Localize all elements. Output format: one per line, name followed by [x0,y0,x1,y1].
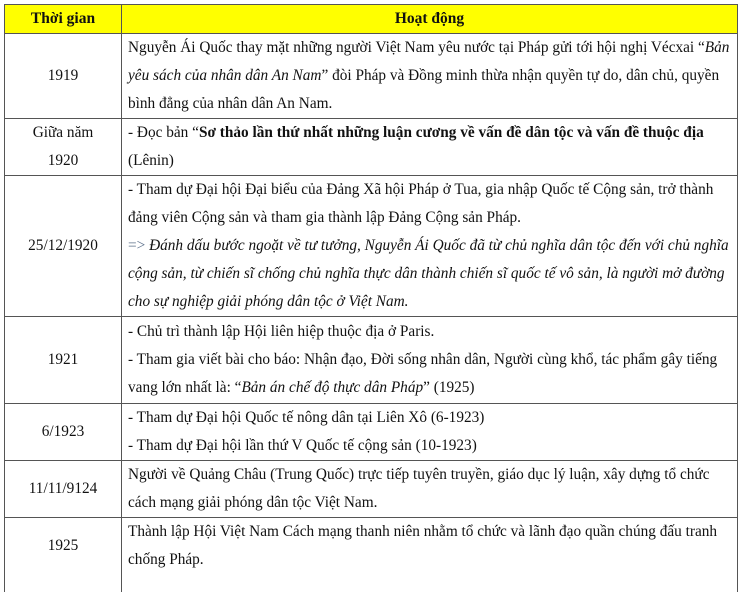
activity-cell [122,317,738,404]
arrow-icon: => [128,237,145,254]
table-row [5,404,738,461]
activity-text: - Tham dự Đại hội Quốc tế nông dân tại Liên Xô (6-1923) [128,404,731,432]
time-cell: 1921 [5,317,122,404]
header-activity: Hoạt động [122,5,738,34]
activity-text: ” đòi Pháp và Đồng minh thừa nhận quyền tự do, dân chủ, quyền bình đẳng của nhân dân An Nam. [128,67,719,112]
activity-cell [122,176,738,317]
time-line: Giữa năm [11,119,115,147]
table-row [5,518,738,592]
activity-text: - Chủ trì thành lập Hội liên hiệp thuộc địa ở Paris. [128,318,731,346]
activity-cell: Thành lập Hội Việt Nam Cách mạng thanh niên nhằm tổ chức và lãnh đạo quần chúng đấu tranh chống Pháp. [122,518,738,592]
timeline-table [4,4,738,592]
activity-text: - Tham dự Đại hội Đại biểu của Đảng Xã hội Pháp ở Tua, gia nhập Quốc tế Cộng sản, trở thành đảng viên Cộng sản và tham gia thành lập Đảng Cộng sản Pháp. [128,176,731,232]
conclusion-text [128,232,731,316]
activity-text: - Tham dự Đại hội lần thứ V Quốc tế cộng sản (10-1923) [128,432,731,460]
table-row [5,317,738,404]
table-row [5,119,738,176]
document-title-italic: Bản yêu sách của nhân dân An Nam [128,39,729,84]
activity-text [128,346,731,402]
activity-cell [122,404,738,461]
conclusion-italic: Đánh dấu bước ngoặt về tư tưởng, Nguyễn Ái Quốc đã từ chủ nghĩa dân tộc đến với chủ nghĩa cộng sản, từ chiến sĩ chống chủ nghĩa thực dân thành chiến sĩ quốc tế vô sản, là người mở đường cho sự nghiệp giải phóng dân tộc ở Việt Nam. [128,237,729,310]
time-cell: 25/12/1920 [5,176,122,317]
time-cell: 1919 [5,34,122,119]
activity-text: (Lênin) [128,152,174,169]
time-cell: 6/1923 [5,404,122,461]
time-line: 1920 [11,147,115,175]
table-row [5,176,738,317]
table-header [5,5,738,34]
activity-cell [122,119,738,176]
activity-text: Nguyễn Ái Quốc thay mặt những người Việt Nam yêu nước tại Pháp gửi tới hội nghị Vécxai “ [128,39,705,56]
table-row [5,34,738,119]
activity-cell [122,34,738,119]
activity-text: ” (1925) [423,379,474,396]
time-cell [5,119,122,176]
activity-text: - Đọc bản “ [128,124,199,141]
document-title-italic: Bản án chế độ thực dân Pháp [241,379,423,396]
time-cell: 1925 [5,518,122,592]
document-page [4,4,737,592]
header-time: Thời gian [5,5,122,34]
activity-text: - Tham gia viết bài cho báo: Nhận đạo, Đời sống nhân dân, Người cùng khổ, tác phẩm gây tiếng vang lớn nhất là: “ [128,351,717,396]
document-title-bold: Sơ thảo lần thứ nhất những luận cương về vấn đề dân tộc và vấn đề thuộc địa [199,124,704,141]
time-cell: 11/11/9124 [5,461,122,518]
table-row [5,461,738,518]
header-row [5,5,738,34]
activity-cell: Người về Quảng Châu (Trung Quốc) trực tiếp tuyên truyền, giáo dục lý luận, xây dựng tổ chức cách mạng giải phóng dân tộc Việt Nam. [122,461,738,518]
